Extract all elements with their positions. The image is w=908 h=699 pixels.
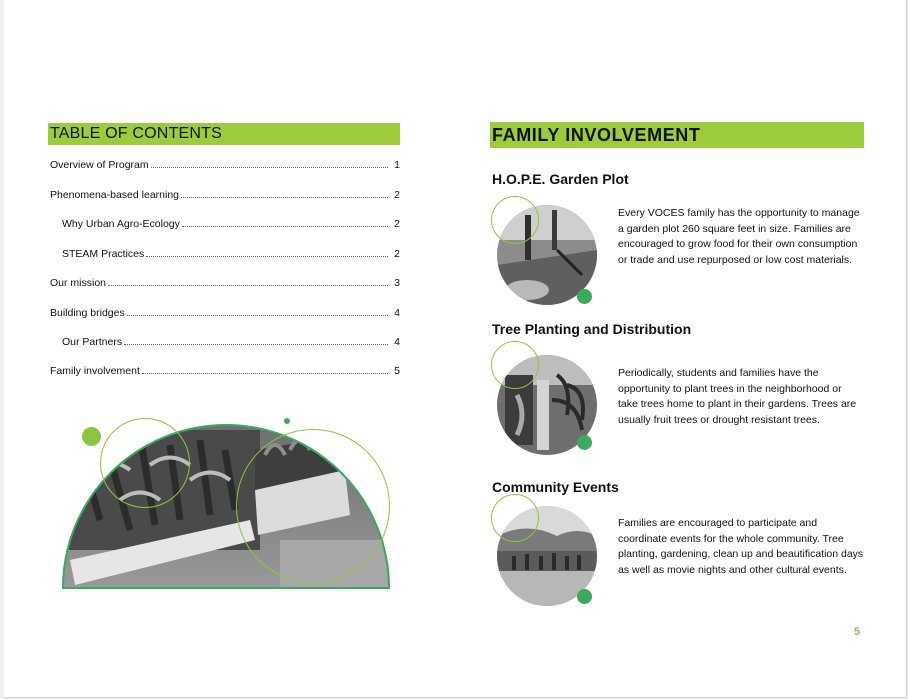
toc-leader [146, 255, 388, 257]
decorative-dot [577, 435, 592, 450]
toc-leader [181, 196, 388, 198]
section-text-tree-planting: Periodically, students and families have the opportunity to plant trees in the neighborhood or take trees home to plant in their gardens. Trees are usually fruit trees or drought resistant trees. [618, 367, 857, 426]
toc-entry-label: Family involvement [50, 365, 140, 377]
toc-entry-page: 4 [394, 336, 400, 348]
toc-entry-family[interactable] [50, 364, 400, 378]
toc-leader [108, 284, 388, 286]
decorative-dot [577, 589, 592, 604]
toc-entry-overview[interactable] [50, 158, 400, 172]
toc-entry-partners[interactable] [62, 335, 400, 349]
decorative-ring [100, 418, 190, 508]
toc-entry-label: Why Urban Agro-Ecology [62, 218, 180, 230]
decorative-ring [236, 429, 390, 583]
section-text-garden-plot: Every VOCES family has the opportunity to manage a garden plot 260 square feet in size. Families are encouraged to grow food for their own consumption or trade and use repurposed or low cost materials. [618, 207, 860, 266]
toc-leader [151, 166, 388, 168]
decorative-ring [491, 494, 539, 542]
toc-entry-mission[interactable] [50, 276, 400, 290]
family-involvement-title: FAMILY INVOLVEMENT [490, 122, 864, 148]
toc-entry-label: Building bridges [50, 307, 125, 319]
toc-entry-label: Overview of Program [50, 159, 149, 171]
decorative-ring [491, 196, 539, 244]
toc-leader [182, 225, 388, 227]
decorative-ring [491, 341, 539, 389]
toc-entry-label: Phenomena-based learning [50, 189, 180, 201]
toc-entry-page: 2 [394, 218, 400, 230]
section-heading-garden-plot: H.O.P.E. Garden Plot [492, 171, 629, 187]
toc-title: TABLE OF CONTENTS [48, 123, 400, 145]
toc-entry-phenomena[interactable] [50, 188, 400, 202]
toc-entry-page: 2 [394, 189, 400, 201]
toc-entry-label: Our Partners [62, 336, 123, 348]
toc-entry-page: 4 [394, 307, 400, 319]
toc-entry-label: Our mission [50, 277, 107, 289]
page-number: 5 [854, 626, 861, 638]
toc-leader [142, 372, 388, 374]
section-text-community-events: Families are encouraged to participate and coordinate events for the whole community. Tree planting, gardening, clean up and beautification days as well as movie nights and other cultural events. [618, 517, 864, 576]
decorative-dot [82, 427, 101, 446]
toc-entry-page: 5 [394, 365, 400, 377]
toc-entry-page: 3 [394, 277, 400, 289]
decorative-dot [577, 289, 592, 304]
toc-entry-steam[interactable] [62, 247, 400, 261]
section-heading-community-events: Community Events [492, 479, 619, 495]
toc-entry-bridges[interactable] [50, 306, 400, 320]
toc-entry-agro-ecology[interactable] [62, 217, 400, 231]
toc-entry-page: 1 [394, 159, 400, 171]
page-edge [0, 0, 4, 699]
toc-entry-label: STEAM Practices [62, 248, 145, 260]
toc-leader [124, 343, 388, 345]
section-heading-tree-planting: Tree Planting and Distribution [492, 321, 692, 337]
toc-entry-page: 2 [394, 248, 400, 260]
decorative-dot [284, 418, 290, 424]
toc-leader [127, 314, 388, 316]
